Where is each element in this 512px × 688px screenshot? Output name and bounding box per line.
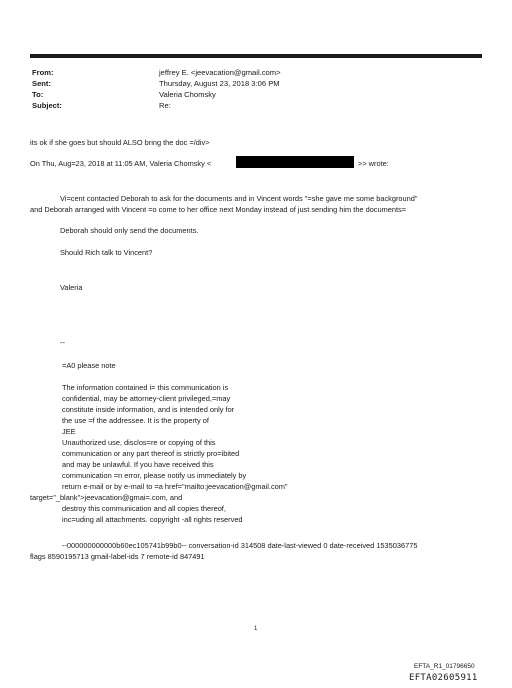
body-paragraph: Deborah should only send the documents. [60, 226, 199, 235]
bates-id-large: EFTA02605911 [409, 673, 478, 683]
body-paragraph: Should Rich talk to Vincent? [60, 248, 153, 257]
subject-label: Subject: [32, 101, 62, 110]
signature-dashes: -- [60, 338, 65, 347]
body-line: Vi=cent contacted Deborah to ask for the documents and in Vincent words "=she gave me some background" [60, 194, 418, 203]
disclaimer-line: JEE [62, 427, 76, 436]
disclaimer-line: communication =n error, please notify us immediately by [62, 471, 247, 480]
disclaimer-line: The information contained i= this communication is [62, 383, 229, 392]
subject-value: Re: [159, 101, 171, 110]
quote-intro-end: >> wrote: [358, 159, 389, 168]
disclaimer-line: return e-mail or by e-mail to =a href="mailto:jeevacation@gmail.com" [62, 482, 288, 491]
quote-intro: On Thu, Aug=23, 2018 at 11:05 AM, Valeria Chomsky < [30, 159, 212, 168]
header-rule [30, 54, 482, 58]
redaction-box [236, 156, 354, 168]
disclaimer-line: the use =f the addressee. It is the property of [62, 416, 209, 425]
disclaimer-line: Unauthorized use, disclos=re or copying of this [62, 438, 216, 447]
disclaimer-line: target="_blank">jeevacation@gmai=.com, and [30, 493, 183, 502]
metadata-line: --000000000000b60ec105741b99b0-- conversation-id 314508 date-last-viewed 0 date-received 1535036775 [62, 541, 418, 550]
disclaimer-line: communication or any part thereof is strictly pro=ibited [62, 449, 240, 458]
disclaimer-line: destroy this communication and all copies thereof, [62, 504, 226, 513]
metadata-line: flags 8590195713 gmail-label-ids 7 remote-id 847491 [30, 552, 205, 561]
to-label: To: [32, 90, 44, 99]
disclaimer-line: and may be unlawful. If you have received this [62, 460, 214, 469]
page-number: 1 [254, 626, 258, 632]
reply-text: its ok if she goes but should ALSO bring the doc =/div> [30, 138, 210, 147]
disclaimer-line: constitute inside information, and is intended only for [62, 405, 235, 414]
body-line: and Deborah arranged with Vincent =o come to her office next Monday instead of just sending him the documents= [30, 205, 407, 214]
sent-label: Sent: [32, 79, 51, 88]
note-line: =A0 please note [62, 361, 116, 370]
disclaimer-line: confidential, may be attorney-client privileged,=may [62, 394, 231, 403]
sent-value: Thursday, August 23, 2018 3:06 PM [159, 79, 280, 88]
to-value: Valeria Chomsky [159, 90, 216, 99]
bates-id-small: EFTA_R1_01796650 [414, 663, 475, 670]
from-value: jeffrey E. <jeevacation@gmail.com> [159, 68, 281, 77]
signature: Valeria [60, 283, 83, 292]
from-label: From: [32, 68, 54, 77]
disclaimer-line: inc=uding all attachments. copyright -all rights reserved [62, 515, 243, 524]
